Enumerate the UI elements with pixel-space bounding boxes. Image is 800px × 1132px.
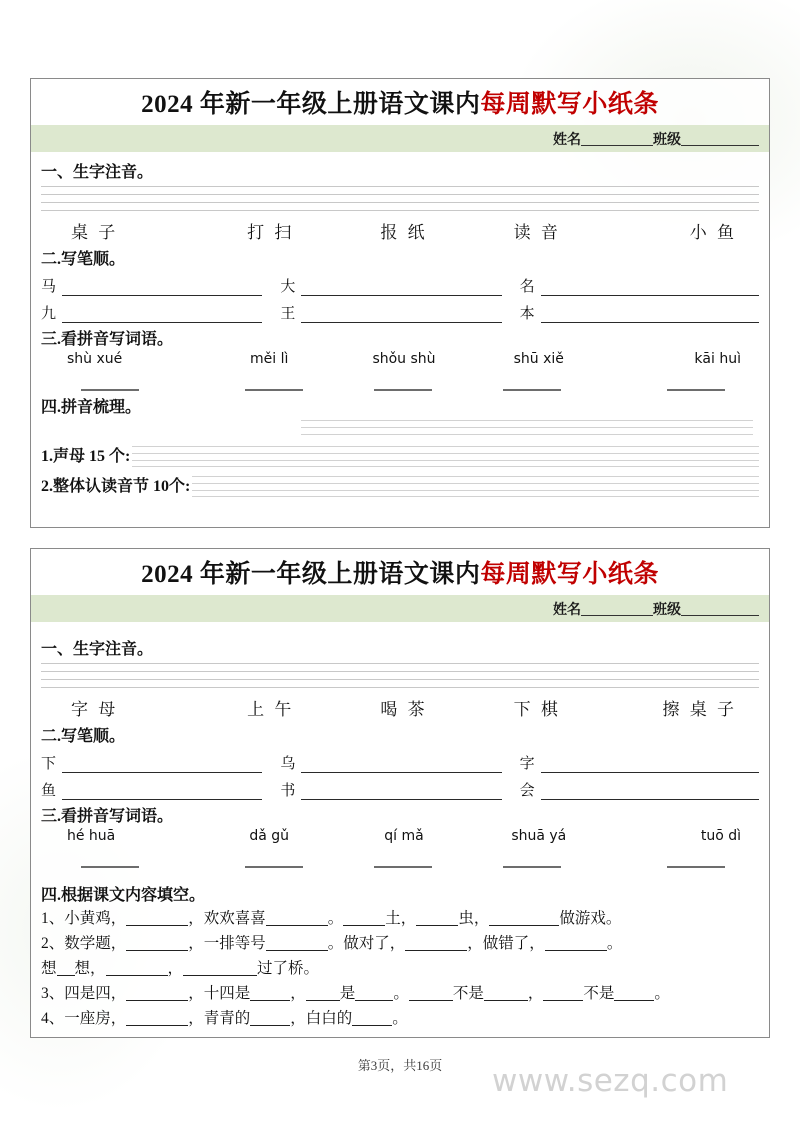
q4-blank-1[interactable] xyxy=(126,1010,188,1026)
q3-blank-1[interactable] xyxy=(126,985,188,1001)
yinjie-staff[interactable] xyxy=(192,474,759,496)
card-1-section-4-staff-top[interactable] xyxy=(301,418,759,436)
name-blank[interactable] xyxy=(581,601,653,616)
stroke-cell xyxy=(41,752,280,773)
word-item: 读 音 xyxy=(513,223,561,242)
pinyin-item: qí mǎ xyxy=(384,828,424,844)
stroke-cell xyxy=(41,275,280,296)
fill-question-2 xyxy=(41,931,759,956)
stroke-char: 会 xyxy=(519,783,535,799)
q3-blank-8[interactable] xyxy=(614,985,654,1001)
pinyin-item: měi lì xyxy=(250,351,289,367)
q2b-part-b: 想， xyxy=(74,960,106,978)
stroke-cell xyxy=(41,779,280,800)
q3-part-f: 不是 xyxy=(452,985,484,1003)
card-1-section-3-heading: 三.看拼音写词语。 xyxy=(41,331,174,348)
word-item: 报 纸 xyxy=(380,223,428,242)
worksheet-card-2 xyxy=(30,548,770,1038)
q2-blank-1[interactable] xyxy=(126,935,188,951)
title-red-text: 每周默写小纸条 xyxy=(480,561,659,588)
stroke-cell xyxy=(280,302,519,323)
answer-blank-cell[interactable] xyxy=(467,389,596,391)
q2-blank-3[interactable] xyxy=(405,935,467,951)
page-footer: 第3页，共16页 xyxy=(357,1058,443,1073)
q2b-blank-2[interactable] xyxy=(106,960,168,976)
card-2-title-bar xyxy=(31,549,769,595)
stroke-blank[interactable] xyxy=(301,280,501,296)
card-1-answer-blank-row xyxy=(41,389,759,391)
q1-part-f: 做游戏。 xyxy=(559,910,622,927)
fill-question-1 xyxy=(41,906,759,931)
stroke-blank[interactable] xyxy=(541,757,759,773)
q2-part-b: ，一排等号 xyxy=(188,935,266,953)
q1-part-d: 土， xyxy=(385,910,417,927)
stroke-cell xyxy=(280,752,519,773)
q4-part-c: ，白白的 xyxy=(290,1010,353,1028)
fill-question-3 xyxy=(41,981,759,1006)
card-2-section-1-heading: 一、生字注音。 xyxy=(41,641,154,658)
card-2-name-band xyxy=(31,595,769,622)
q4-part-a: 4、一座房， xyxy=(41,1010,127,1028)
q1-blank-4[interactable] xyxy=(416,910,458,926)
stroke-blank[interactable] xyxy=(62,784,262,800)
class-blank[interactable] xyxy=(681,601,759,616)
pinyin-item: kāi huì xyxy=(694,351,741,367)
q2b-blank-1[interactable] xyxy=(57,960,75,976)
card-1-shengmu-line xyxy=(41,443,759,466)
stroke-blank[interactable] xyxy=(62,757,262,773)
card-2-word-row xyxy=(41,695,759,720)
word-item: 喝 茶 xyxy=(380,700,428,719)
stroke-blank[interactable] xyxy=(541,307,759,323)
stroke-char: 王 xyxy=(280,306,296,322)
class-label: 班级 xyxy=(653,132,681,148)
name-blank[interactable] xyxy=(581,131,653,146)
q3-part-c: ， xyxy=(290,985,306,1003)
stroke-blank[interactable] xyxy=(301,784,501,800)
q1-part-c: 。 xyxy=(327,910,344,927)
card-2-section-2-heading: 二.写笔顺。 xyxy=(41,728,126,745)
q1-blank-3[interactable] xyxy=(343,910,385,926)
q2-part-c: 。做对了， xyxy=(327,935,406,953)
pinyin-item: shǒu shù xyxy=(372,351,436,367)
q2b-part-d: 过了桥。 xyxy=(257,960,320,978)
word-item: 小 鱼 xyxy=(689,223,738,242)
q3-blank-6[interactable] xyxy=(484,985,528,1001)
q2b-part-a: 想 xyxy=(41,960,57,978)
q2-part-e: 。 xyxy=(606,935,623,953)
q2-blank-2[interactable] xyxy=(266,935,328,951)
stroke-char: 本 xyxy=(519,306,535,322)
q4-part-d: 。 xyxy=(392,1010,408,1028)
q1-part-a: 1、小黄鸡， xyxy=(41,910,127,927)
word-item: 打 扫 xyxy=(247,223,295,242)
stroke-char: 乌 xyxy=(280,756,296,772)
q3-blank-7[interactable] xyxy=(543,985,583,1001)
q2b-blank-3[interactable] xyxy=(183,960,257,976)
stroke-char: 大 xyxy=(280,279,296,295)
q1-part-e: 虫， xyxy=(458,910,490,927)
q3-blank-2[interactable] xyxy=(250,985,290,1001)
pinyin-item: tuō dì xyxy=(700,828,741,844)
worksheet-card-1 xyxy=(30,78,770,528)
card-1-pinyin-staff[interactable] xyxy=(41,184,759,214)
card-1-title xyxy=(141,84,659,120)
stroke-blank[interactable] xyxy=(62,307,262,323)
q3-part-g: ， xyxy=(527,985,544,1003)
stroke-char: 马 xyxy=(41,279,57,295)
stroke-blank[interactable] xyxy=(301,757,501,773)
title-plain-text: 2024 年新一年级上册语文课内 xyxy=(141,561,481,588)
card-1-section-1-heading: 一、生字注音。 xyxy=(41,164,154,181)
shengmu-staff[interactable] xyxy=(132,444,759,466)
stroke-char: 鱼 xyxy=(41,783,57,799)
answer-blank-cell[interactable] xyxy=(596,866,759,868)
class-label: 班级 xyxy=(653,602,681,618)
card-1-name-band xyxy=(31,125,769,152)
yinjie-label: 2.整体认读音节 10个: xyxy=(41,478,191,495)
answer-blank-cell[interactable] xyxy=(339,866,468,868)
q1-part-b: ，欢欢喜喜 xyxy=(188,910,266,927)
name-label: 姓名 xyxy=(553,602,581,618)
q2-part-d: ，做错了， xyxy=(467,935,545,953)
site-watermark: www.sezq.com xyxy=(492,1063,729,1099)
q4-blank-2[interactable] xyxy=(250,1010,290,1026)
stroke-blank[interactable] xyxy=(541,784,759,800)
q4-part-b: ，青青的 xyxy=(188,1010,251,1028)
card-1-name-field[interactable] xyxy=(553,129,759,149)
q3-blank-5[interactable] xyxy=(409,985,453,1001)
stroke-cell xyxy=(520,752,759,773)
card-1-title-bar xyxy=(31,79,769,125)
stroke-blank[interactable] xyxy=(301,307,501,323)
card-2-section-4-heading: 四.根据课文内容填空。 xyxy=(41,887,206,904)
q3-part-d: 是 xyxy=(339,985,356,1003)
fill-question-4 xyxy=(41,1006,759,1031)
q2-blank-4[interactable] xyxy=(545,935,607,951)
q2-part-a: 2、数学题， xyxy=(41,935,127,953)
pinyin-item: dǎ gǔ xyxy=(249,828,290,844)
stroke-blank[interactable] xyxy=(541,280,759,296)
q3-part-i: 。 xyxy=(654,985,670,1003)
card-2-name-field[interactable] xyxy=(553,599,759,619)
q4-blank-3[interactable] xyxy=(352,1010,392,1026)
card-2-title xyxy=(141,554,659,590)
card-2-section-3-heading: 三.看拼音写词语。 xyxy=(41,808,174,825)
q3-part-a: 3、四是四， xyxy=(41,985,127,1003)
q2b-part-c: ， xyxy=(167,960,184,978)
stroke-cell xyxy=(41,302,280,323)
card-1-word-row xyxy=(41,218,759,243)
card-2-body xyxy=(31,622,769,1032)
word-item: 上 午 xyxy=(247,700,295,719)
answer-blank-cell[interactable] xyxy=(41,389,210,391)
title-plain-text: 2024 年新一年级上册语文课内 xyxy=(141,91,481,118)
answer-blank-cell[interactable] xyxy=(41,866,210,868)
word-item: 擦 桌 子 xyxy=(662,700,738,719)
stroke-char: 名 xyxy=(519,279,535,295)
q1-blank-2[interactable] xyxy=(266,910,328,926)
q1-blank-1[interactable] xyxy=(126,910,188,926)
word-item: 桌 子 xyxy=(71,223,119,242)
card-1-yinjie-line xyxy=(41,473,759,496)
card-1-stroke-row xyxy=(41,275,759,296)
q3-blank-4[interactable] xyxy=(355,985,393,1001)
card-2-stroke-row xyxy=(41,752,759,773)
word-item: 字 母 xyxy=(71,700,119,719)
card-2-answer-blank-row xyxy=(41,866,759,868)
stroke-char: 九 xyxy=(41,306,57,322)
card-1-section-2-heading: 二.写笔顺。 xyxy=(41,251,126,268)
card-1-stroke-row xyxy=(41,302,759,323)
answer-blank-cell[interactable] xyxy=(210,389,339,391)
card-1-pinyin-row xyxy=(41,351,759,367)
stroke-char: 书 xyxy=(280,783,296,799)
q3-part-e: 。 xyxy=(393,985,409,1003)
stroke-cell xyxy=(280,779,519,800)
stroke-blank[interactable] xyxy=(62,280,262,296)
card-2-pinyin-row xyxy=(41,828,759,844)
q3-part-b: ，十四是 xyxy=(188,985,251,1003)
stroke-cell xyxy=(520,275,759,296)
stroke-cell xyxy=(520,302,759,323)
q1-blank-5[interactable] xyxy=(489,910,559,926)
stroke-char: 下 xyxy=(41,756,57,772)
card-1-body xyxy=(31,152,769,496)
card-2-pinyin-staff[interactable] xyxy=(41,661,759,691)
pinyin-item: shū xiě xyxy=(513,351,564,367)
pinyin-item: shù xué xyxy=(67,351,123,367)
answer-blank-cell[interactable] xyxy=(467,866,596,868)
class-blank[interactable] xyxy=(681,131,759,146)
card-2-stroke-row xyxy=(41,779,759,800)
q3-part-h: 不是 xyxy=(583,985,615,1003)
pinyin-item: shuā yá xyxy=(511,828,567,844)
stroke-cell xyxy=(280,275,519,296)
title-red-text: 每周默写小纸条 xyxy=(480,91,659,118)
q3-blank-3[interactable] xyxy=(306,985,340,1001)
pinyin-item: hé huā xyxy=(67,828,116,844)
answer-blank-cell[interactable] xyxy=(596,389,759,391)
answer-blank-cell[interactable] xyxy=(339,389,468,391)
name-label: 姓名 xyxy=(553,132,581,148)
card-1-section-4-heading: 四.拼音梳理。 xyxy=(41,399,142,416)
fill-question-2-line-2 xyxy=(41,956,759,981)
shengmu-label: 1.声母 15 个: xyxy=(41,448,131,465)
stroke-char: 字 xyxy=(519,756,535,772)
answer-blank-cell[interactable] xyxy=(210,866,339,868)
word-item: 下 棋 xyxy=(513,700,561,719)
stroke-cell xyxy=(520,779,759,800)
